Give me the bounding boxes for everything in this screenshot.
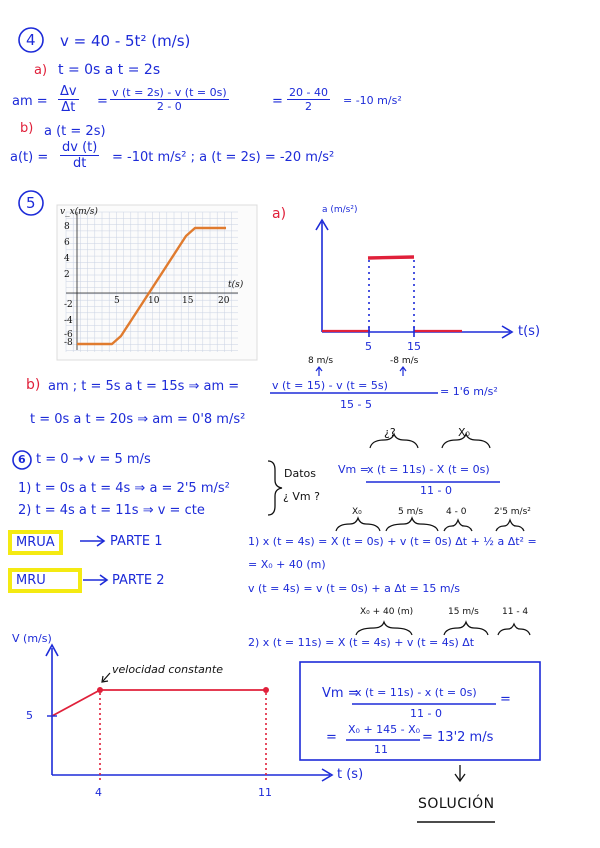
graph-ytick: -4	[64, 316, 73, 326]
acc-graph-ylabel: a (m/s²)	[322, 205, 358, 215]
parte2-label: PARTE 2	[112, 573, 165, 588]
graph-xtick: 20	[218, 296, 230, 306]
annotation-8ms: 8 m/s	[308, 356, 334, 366]
p5-b-result: = 1'6 m/s²	[440, 385, 498, 398]
p4-at-lhs: a(t) =	[10, 150, 49, 165]
p6-vm-question: ¿ Vm ?	[283, 490, 320, 503]
p4-am-lhs: am =	[12, 94, 48, 109]
vt-x11: 11	[258, 786, 272, 799]
p5-part-b-text: am ; t = 5s a t = 15s ⇒ am =	[48, 379, 240, 394]
p4-part-b-letter: b)	[20, 121, 34, 136]
p6-question-mark: ¿?	[384, 426, 396, 439]
mrua-highlight: MRUA	[8, 530, 63, 555]
graph-xtick: 10	[148, 296, 160, 306]
mru-highlight: MRU	[8, 568, 82, 593]
brace2-11-4: 11 - 4	[502, 607, 529, 617]
graph-xlabel: t(s)	[228, 280, 244, 290]
brace1-x0: X₀	[352, 507, 362, 517]
p4-am-frac2: $\frac{v (t = 2s) - v (t = 0s)}{2 - 0}$	[112, 86, 227, 113]
box-den2: 11	[374, 743, 388, 756]
p5-c-text: t = 0s a t = 20s ⇒ am = 0'8 m/s²	[30, 412, 246, 427]
graph-ytick: -8	[64, 338, 73, 348]
p6-vm-den: 11 - 0	[420, 484, 452, 497]
acceleration-graph-p5	[316, 220, 512, 338]
acc-graph-xlabel: t(s)	[518, 324, 541, 339]
p4-at-rest: = -10t m/s² ; a (t = 2s) = -20 m/s²	[112, 150, 335, 165]
p6-eq2: 2) x (t = 11s) = X (t = 4s) + v (t = 4s) Δt	[248, 636, 475, 649]
p5-part-b-letter: b)	[26, 377, 41, 393]
box-den: 11 - 0	[410, 707, 442, 720]
p6-line1: t = 0 → v = 5 m/s	[36, 452, 151, 467]
graph-ytick: -6	[64, 330, 73, 340]
p6-line2: 1) t = 0s a t = 4s ⇒ a = 2'5 m/s²	[18, 481, 230, 496]
box-num2: X₀ + 145 - X₀	[348, 723, 421, 736]
p4-part-a-text: t = 0s a t = 2s	[58, 62, 161, 78]
velocity-graph-p5	[57, 205, 257, 360]
parte1-label: PARTE 1	[110, 534, 163, 549]
graph-ytick: 2	[64, 270, 70, 280]
graph-ylabel: v_x(m/s)	[60, 207, 98, 217]
graph-ytick: 8	[64, 222, 70, 232]
p4-part-a-letter: a)	[34, 63, 48, 78]
p4-am-result: = -10 m/s²	[343, 94, 402, 107]
brace2-x0-40: X₀ + 40 (m)	[360, 607, 414, 617]
graph-xtick: 15	[182, 296, 194, 306]
brace1-4-0: 4 - 0	[446, 507, 467, 517]
p4-part-b-text: a (t = 2s)	[44, 124, 106, 139]
p4-at-frac: $\frac{dv (t)}{dt}$	[62, 140, 98, 171]
acc-tick-5: 5	[365, 340, 372, 353]
p5-b-frac-den: 15 - 5	[340, 398, 372, 411]
vt-x4: 4	[95, 786, 102, 799]
p6-vm-lhs: Vm =	[338, 463, 369, 476]
p6-x0-label: X₀	[458, 426, 470, 439]
vt-y5: 5	[26, 709, 33, 722]
p4-am-frac3: $\frac{20 - 40}{2}$	[289, 86, 328, 113]
p6-line3: 2) t = 4s a t = 11s ⇒ v = cte	[18, 503, 205, 518]
graph-ytick: 4	[64, 254, 70, 264]
p5-b-frac-num: v (t = 15) - v (t = 5s)	[272, 379, 388, 392]
problem-number-6: 6	[18, 453, 26, 466]
p4-velocity-equation: v = 40 - 5t² (m/s)	[60, 32, 191, 50]
annotation-minus-8ms: -8 m/s	[390, 356, 419, 366]
problem-number-4: 4	[26, 31, 36, 49]
p5-part-a-letter: a)	[272, 206, 287, 222]
graph-ytick: -2	[64, 300, 73, 310]
box-lhs: Vm =	[322, 686, 359, 701]
p6-vm-num: x (t = 11s) - X (t = 0s)	[367, 463, 490, 476]
graph-xtick: 5	[114, 296, 120, 306]
vt-note: velocidad constante	[112, 663, 223, 676]
brace1-2-5: 2'5 m/s²	[494, 507, 531, 517]
p6-eq1: 1) x (t = 4s) = X (t = 0s) + v (t = 0s) Δt + ½ a Δt² =	[248, 535, 537, 548]
box-num: x (t = 11s) - x (t = 0s)	[355, 686, 477, 699]
p6-eq1b: = X₀ + 40 (m)	[248, 558, 326, 571]
box-result: = 13'2 m/s	[422, 730, 494, 745]
brace2-15ms: 15 m/s	[448, 607, 479, 617]
acc-tick-15: 15	[407, 340, 421, 353]
solucion-label: SOLUCIÓN	[418, 796, 495, 812]
brace1-5ms: 5 m/s	[398, 507, 424, 517]
p6-datos: Datos	[284, 467, 316, 480]
graph-ytick: 6	[64, 238, 70, 248]
p4-am-frac1: $\frac{\Delta v}{\Delta t}$	[60, 84, 77, 115]
vt-ylabel: V (m/s)	[12, 632, 52, 645]
problem-number-5: 5	[26, 194, 36, 212]
vt-xlabel: t (s)	[337, 767, 364, 782]
p6-eq1c: v (t = 4s) = v (t = 0s) + a Δt = 15 m/s	[248, 582, 461, 595]
